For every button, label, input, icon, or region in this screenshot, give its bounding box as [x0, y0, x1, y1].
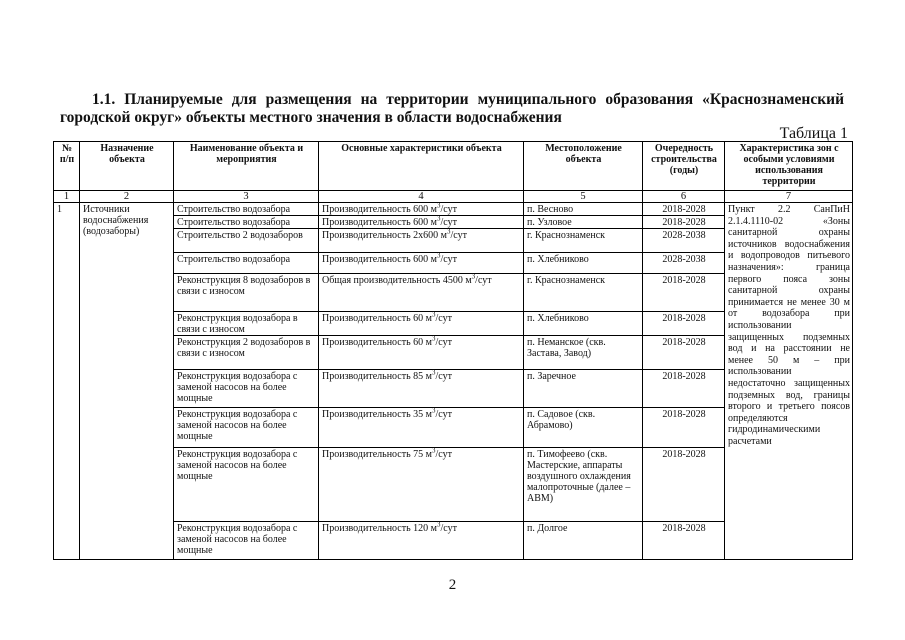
cell-location: п. Неманское (скв. Застава, Завод) — [524, 336, 643, 370]
characteristics-text: Производительность 600 м — [322, 254, 437, 265]
cell-location: п. Долгое — [524, 522, 643, 560]
cell-object-name: Строительство водозабора — [174, 253, 319, 274]
characteristics-unit: /сут — [435, 371, 452, 382]
cell-years: 2018-2028 — [643, 522, 725, 560]
cell-characteristics — [319, 336, 524, 370]
column-number: 6 — [643, 191, 725, 203]
characteristics-unit: /сут — [450, 230, 467, 241]
cell-characteristics — [319, 408, 524, 448]
row-group-number: 1 — [54, 203, 80, 560]
cell-years: 2018-2028 — [643, 312, 725, 336]
characteristics-text: Производительность 60 м — [322, 337, 432, 348]
characteristics-text: Производительность 60 м — [322, 313, 432, 324]
header-num: № п/п — [54, 142, 80, 191]
cell-years: 2018-2028 — [643, 336, 725, 370]
column-number: 3 — [174, 191, 319, 203]
cell-years: 2018-2028 — [643, 203, 725, 216]
cell-location: г. Краснознаменск — [524, 229, 643, 253]
cell-years: 2018-2028 — [643, 408, 725, 448]
characteristics-text: Производительность 120 м — [322, 523, 437, 534]
cell-years: 2028-2038 — [643, 253, 725, 274]
cubic-superscript: 3 — [437, 201, 441, 210]
cubic-superscript: 3 — [432, 406, 436, 415]
characteristics-text: Производительность 75 м — [322, 449, 432, 460]
cell-location: п. Узловое — [524, 216, 643, 229]
characteristics-text: Производительность 600 м — [322, 217, 437, 228]
cell-object-name: Реконструкция водозабора с заменой насосов на более мощные — [174, 448, 319, 522]
cell-location: г. Краснознаменск — [524, 274, 643, 312]
characteristics-unit: /сут — [440, 204, 457, 215]
header-purpose: Назначение объекта — [80, 142, 174, 191]
cell-location: п. Хлебниково — [524, 253, 643, 274]
cubic-superscript: 3 — [447, 227, 451, 236]
header-name: Наименование объекта и мероприятия — [174, 142, 319, 191]
column-number: 7 — [725, 191, 853, 203]
section-heading: 1.1. Планируемые для размещения на территории муниципального образования «Краснознаменский городской округ» объекты местного значения в области водоснабжения — [60, 91, 844, 126]
characteristics-text: Производительность 85 м — [322, 371, 432, 382]
column-number: 1 — [54, 191, 80, 203]
header-years: Очередность строительства (годы) — [643, 142, 725, 191]
cubic-superscript: 3 — [432, 368, 436, 377]
column-number: 4 — [319, 191, 524, 203]
header-zones: Характеристика зон с особыми условиями использования территории — [725, 142, 853, 191]
cell-location: п. Тимофеево (скв. Мастерские, аппараты воздушного охлаждения малопроточные (далее – АВМ) — [524, 448, 643, 522]
characteristics-unit: /сут — [440, 254, 457, 265]
water-supply-table — [53, 141, 853, 560]
header-characteristics: Основные характеристики объекта — [319, 142, 524, 191]
row-group-purpose: Источники водоснабжения (водозаборы) — [80, 203, 174, 560]
cell-characteristics — [319, 522, 524, 560]
cell-years: 2028-2038 — [643, 229, 725, 253]
cell-object-name: Реконструкция водозабора с заменой насосов на более мощные — [174, 370, 319, 408]
cell-characteristics — [319, 253, 524, 274]
cubic-superscript: 3 — [432, 334, 436, 343]
characteristics-unit: /сут — [440, 523, 457, 534]
cell-object-name: Реконструкция водозабора в связи с износом — [174, 312, 319, 336]
cubic-superscript: 3 — [437, 520, 441, 529]
cell-object-name: Реконструкция 8 водозаборов в связи с износом — [174, 274, 319, 312]
cell-location: п. Заречное — [524, 370, 643, 408]
cell-object-name: Реконструкция водозабора с заменой насосов на более мощные — [174, 522, 319, 560]
cell-location: п. Хлебниково — [524, 312, 643, 336]
characteristics-unit: /сут — [475, 275, 492, 286]
cell-years: 2018-2028 — [643, 370, 725, 408]
cubic-superscript: 3 — [471, 272, 476, 281]
cell-characteristics — [319, 229, 524, 253]
table-row — [54, 203, 853, 216]
characteristics-text: Общая производительность 4500 м — [322, 275, 472, 286]
page-number: 2 — [448, 577, 457, 593]
characteristics-text: Производительность 35 м — [322, 409, 432, 420]
cell-characteristics — [319, 448, 524, 522]
cubic-superscript: 3 — [437, 214, 441, 223]
table-caption: Таблица 1 — [779, 125, 848, 142]
characteristics-text: Производительность 600 м — [322, 204, 437, 215]
cell-zone-characteristics: Пункт 2.2 СанПиН 2.1.4.1110-02 «Зоны санитарной охраны источников водоснабжения и водопроводов питьевого назначения»: граница первого пояса зоны санитарной охраны принимается не менее 30 м от водозабора при использовании защищенных подземных вод и на расстоянии не менее 50 м – при использовании недостаточно защищенных подземных вод, границы второго и третьего поясов определяются гидродинамическими расчетами — [725, 203, 853, 560]
column-number: 5 — [524, 191, 643, 203]
characteristics-unit: /сут — [435, 337, 452, 348]
cubic-superscript: 3 — [432, 310, 436, 319]
characteristics-unit: /сут — [435, 449, 452, 460]
cell-characteristics — [319, 274, 524, 312]
cell-years: 2018-2028 — [643, 216, 725, 229]
header-location: Местоположение объекта — [524, 142, 643, 191]
cell-characteristics — [319, 216, 524, 229]
cell-years: 2018-2028 — [643, 448, 725, 522]
cell-years: 2018-2028 — [643, 274, 725, 312]
cell-location: п. Садовое (скв. Абрамово) — [524, 408, 643, 448]
characteristics-unit: /сут — [435, 313, 452, 324]
cell-location: п. Весново — [524, 203, 643, 216]
cell-object-name: Строительство водозабора — [174, 216, 319, 229]
cell-object-name: Строительство 2 водозаборов — [174, 229, 319, 253]
cell-characteristics — [319, 203, 524, 216]
cell-characteristics — [319, 370, 524, 408]
cell-object-name: Реконструкция 2 водозаборов в связи с износом — [174, 336, 319, 370]
cell-object-name: Реконструкция водозабора с заменой насосов на более мощные — [174, 408, 319, 448]
table-header-row — [54, 142, 853, 191]
cubic-superscript: 3 — [432, 446, 436, 455]
cell-characteristics — [319, 312, 524, 336]
column-number: 2 — [80, 191, 174, 203]
characteristics-unit: /сут — [435, 409, 452, 420]
characteristics-unit: /сут — [440, 217, 457, 228]
characteristics-text: Производительность 2х600 м — [322, 230, 447, 241]
cubic-superscript: 3 — [437, 251, 441, 260]
column-numbers-row — [54, 191, 853, 203]
cell-object-name: Строительство водозабора — [174, 203, 319, 216]
